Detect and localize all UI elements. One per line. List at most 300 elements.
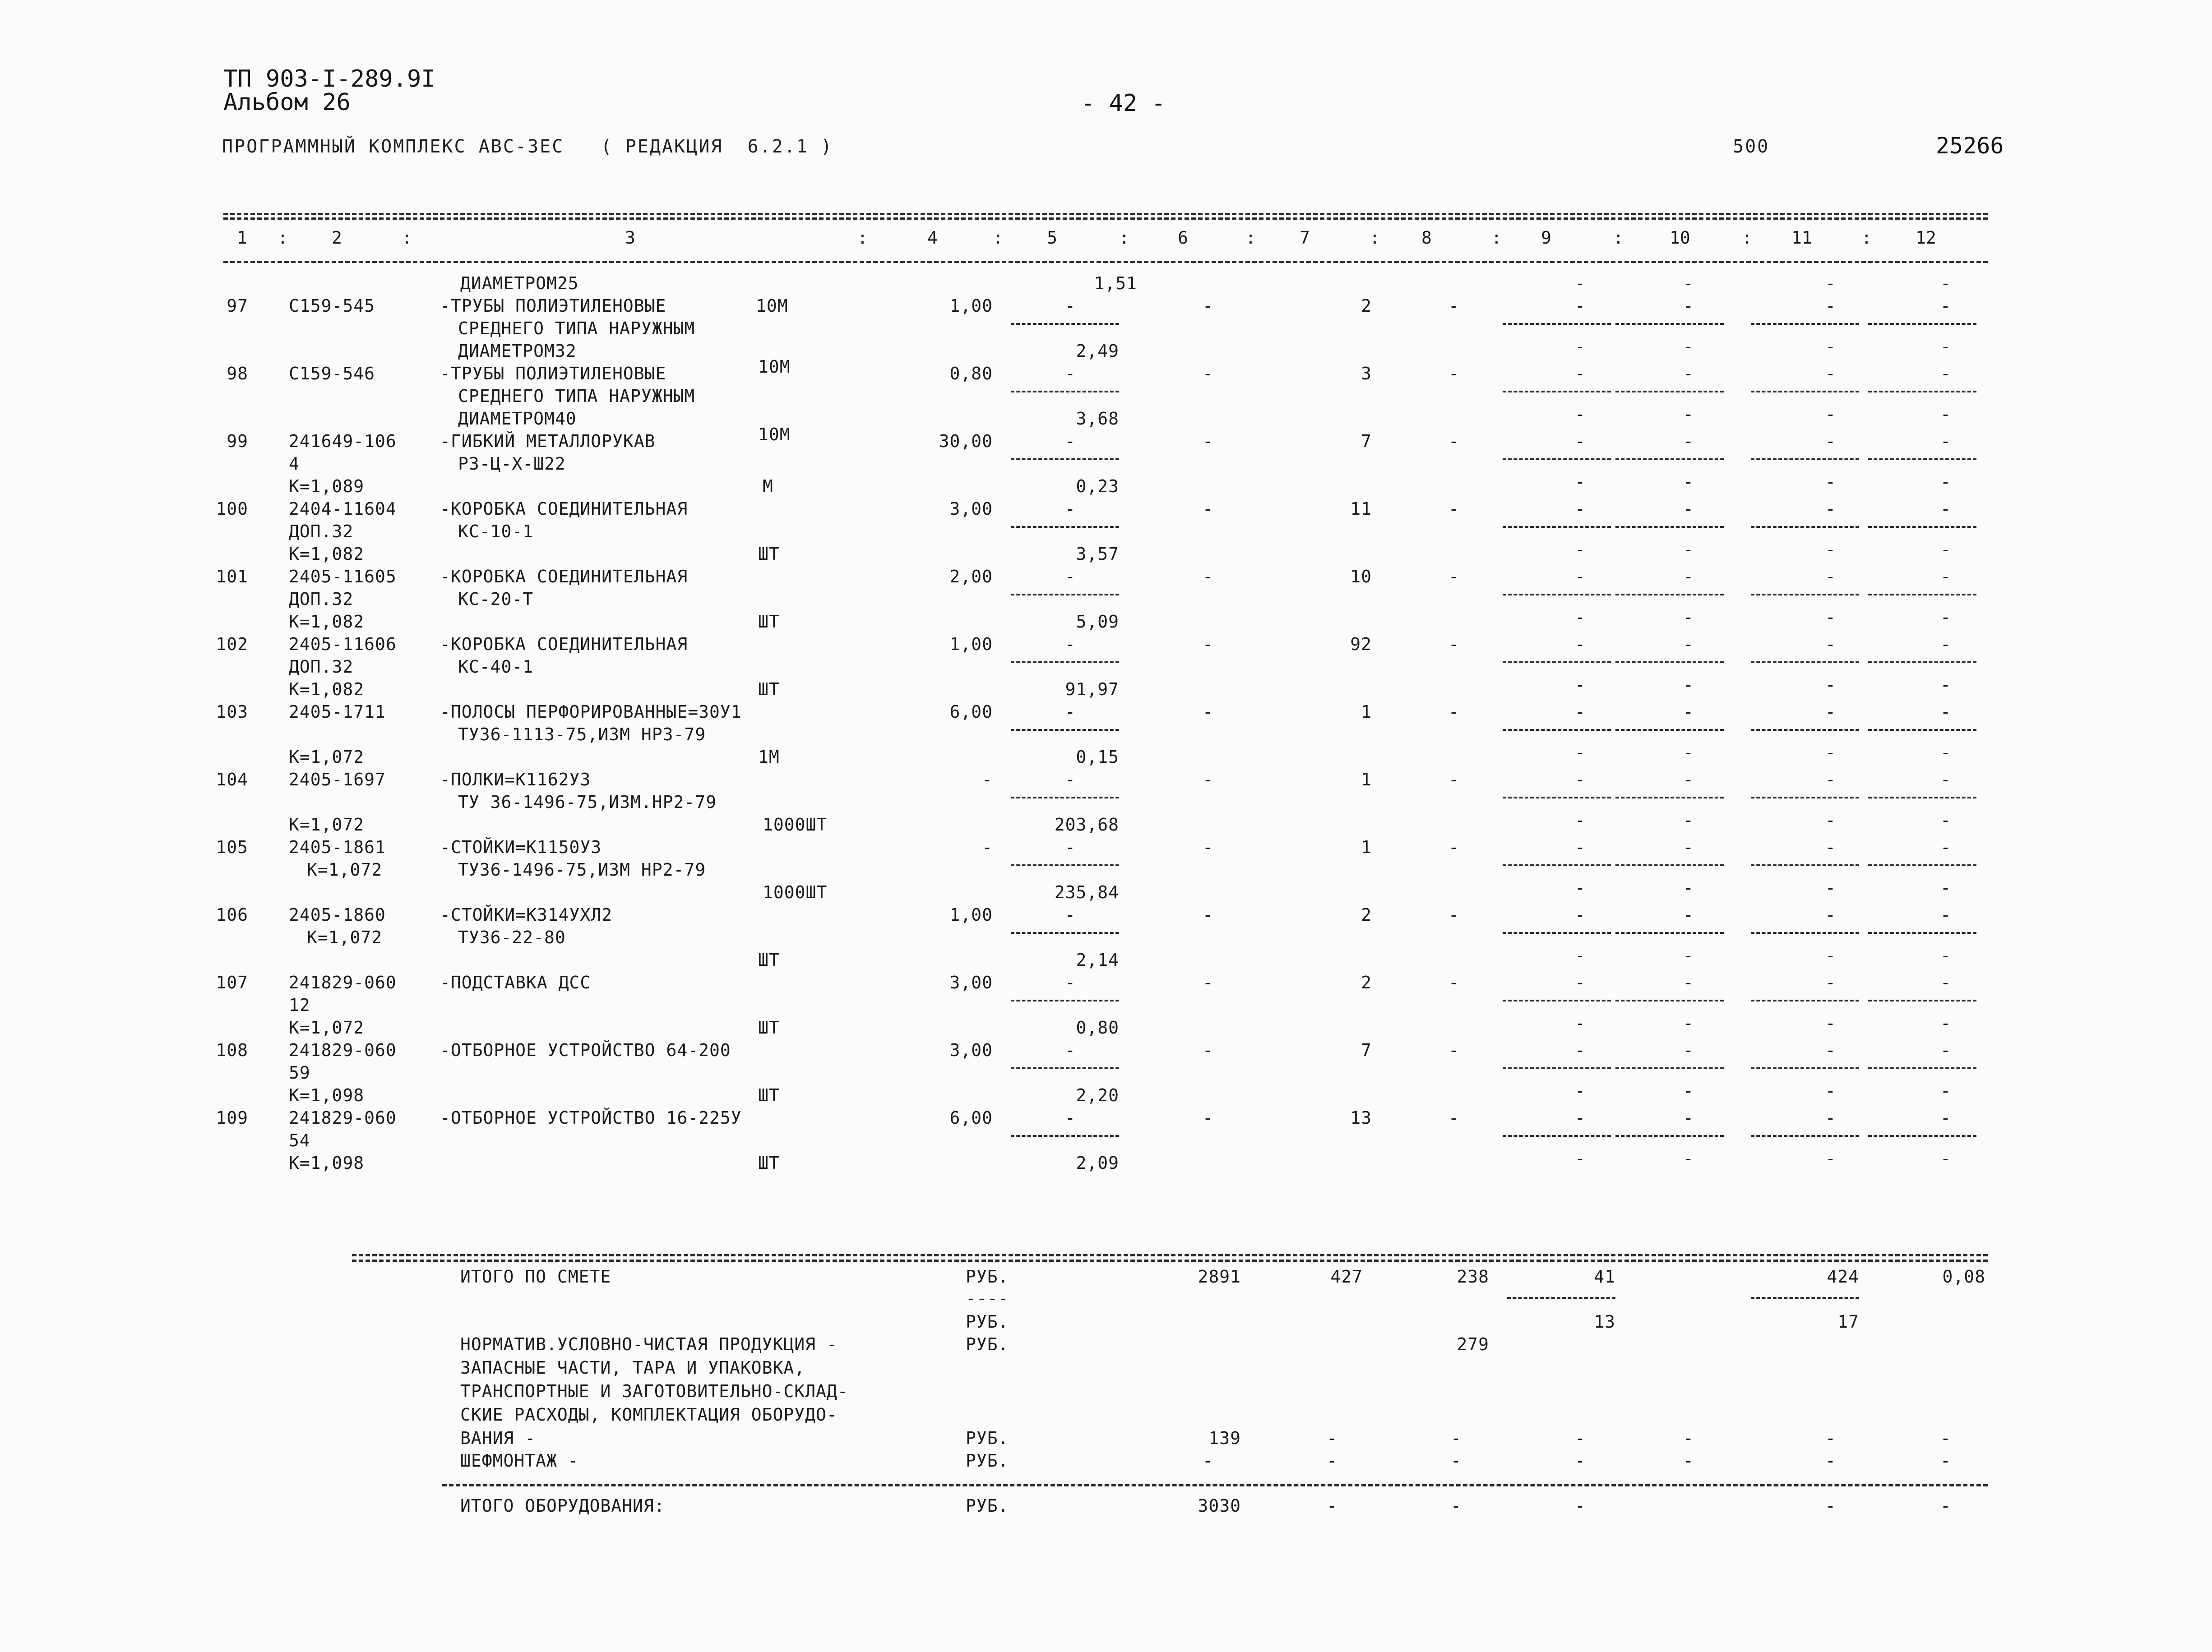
- rule-top-2: [223, 217, 1988, 220]
- row-109-price-rule: [1011, 1135, 1119, 1137]
- column-header-12: 7: [1300, 228, 1310, 248]
- row-98-name-1: -ТРУБЫ ПОЛИЭТИЛЕНОВЫЕ: [440, 364, 666, 383]
- row-107-unit: ШТ: [758, 1018, 780, 1038]
- vaniya-dash-0: -: [1327, 1428, 1337, 1448]
- row-99-qty: 30,00: [939, 431, 993, 451]
- shef-dash-3: -: [1683, 1451, 1694, 1471]
- row-105-col-rule-0: [1503, 864, 1611, 866]
- row-97-c7: 2: [1361, 296, 1372, 316]
- rule-totals-2: [352, 1260, 1988, 1262]
- row-105-dash-top-3: -: [1940, 837, 1951, 857]
- row-98-name-2: СРЕДНЕГО ТИПА НАРУЖНЫМ: [458, 386, 695, 406]
- row-101-dash-bottom-2: -: [1825, 607, 1836, 627]
- row-108-code-2: 59: [289, 1063, 310, 1083]
- row-108-dash-top-2: -: [1825, 1040, 1836, 1060]
- row-108-col-rule-1: [1615, 1067, 1724, 1069]
- row-101-name-1: -КОРОБКА СОЕДИНИТЕЛЬНАЯ: [440, 567, 688, 586]
- row-103-c6: -: [1203, 702, 1213, 722]
- row-109-dash-bottom-0: -: [1575, 1149, 1586, 1168]
- row-104-price-top: -: [1065, 770, 1076, 789]
- row-102-dash-bottom-3: -: [1940, 675, 1951, 695]
- row-105-dash-bottom-0: -: [1575, 878, 1586, 898]
- row-108-c8: -: [1448, 1040, 1459, 1060]
- column-header-20: 11: [1791, 228, 1812, 248]
- row-104-name-2: ТУ 36-1496-75,ИЗМ.НР2-79: [458, 792, 717, 812]
- vaniya-dash-1: -: [1451, 1428, 1462, 1448]
- row-cont-dash-bottom-1: -: [1683, 273, 1694, 293]
- page-number: - 42 -: [1081, 90, 1166, 117]
- row-98-c8: -: [1448, 364, 1459, 383]
- row-103-dash-top-2: -: [1825, 702, 1836, 722]
- row-107-c6: -: [1203, 973, 1213, 992]
- itogo-ob-dash-2: -: [1575, 1496, 1586, 1516]
- row-106-unit: ШТ: [758, 950, 780, 970]
- row-98-col-rule-2: [1751, 391, 1859, 392]
- row-101-c8: -: [1448, 567, 1459, 586]
- row-105-name-1: -СТОЙКИ=К1150У3: [440, 837, 602, 857]
- vaniya-dash-5: -: [1940, 1428, 1951, 1448]
- row-99-dash-bottom-3: -: [1940, 472, 1951, 492]
- row-101-dash-bottom-0: -: [1575, 607, 1586, 627]
- row-108-unit: ШТ: [758, 1085, 780, 1105]
- program-header: ПРОГРАММНЫЙ КОМПЛЕКС АВС-3ЕС ( РЕДАКЦИЯ 6.2.1 ): [222, 136, 833, 157]
- row-108-dash-bottom-1: -: [1683, 1081, 1694, 1101]
- row-109-name-1: -ОТБОРНОЕ УСТРОЙСТВО 16-225У: [440, 1108, 742, 1128]
- row-108-c7: 7: [1361, 1040, 1372, 1060]
- row-102-k-factor: К=1,082: [289, 679, 365, 699]
- row-105-dash-bottom-1: -: [1683, 878, 1694, 898]
- row-99-dash-bottom-2: -: [1825, 472, 1836, 492]
- row-99-c6: -: [1203, 431, 1213, 451]
- row-105-price-top: -: [1065, 837, 1076, 857]
- itogo-ob-label: ИТОГО ОБОРУДОВАНИЯ:: [460, 1496, 665, 1516]
- row-107-dash-bottom-2: -: [1825, 1013, 1836, 1033]
- row-106-dash-bottom-3: -: [1940, 946, 1951, 965]
- row-107-col-rule-2: [1751, 1000, 1859, 1001]
- row-106-qty: 1,00: [949, 905, 993, 925]
- row-109-price-bottom: 2,09: [1076, 1153, 1119, 1173]
- itogo-c9: 41: [1594, 1267, 1615, 1287]
- row-109-unit: ШТ: [758, 1153, 780, 1173]
- row-104-qty: -: [982, 770, 993, 789]
- row-102-name-1: -КОРОБКА СОЕДИНИТЕЛЬНАЯ: [440, 634, 688, 654]
- norm-line-6: ШЕФМОНТАЖ -: [460, 1451, 579, 1471]
- row-102-dash-top-1: -: [1683, 634, 1694, 654]
- row-106-code: 2405-1860: [289, 905, 386, 925]
- column-header-0: 1: [237, 228, 247, 248]
- row-97-price-bottom: 2,49: [1076, 341, 1119, 361]
- row-99-num: 99: [227, 431, 248, 451]
- row-99-dash-bottom-1: -: [1683, 472, 1694, 492]
- row-99-dash-top-0: -: [1575, 431, 1586, 451]
- row-109-dash-bottom-2: -: [1825, 1149, 1836, 1168]
- row-101-qty: 2,00: [949, 567, 993, 586]
- row-cont-dash-bottom-0: -: [1575, 273, 1586, 293]
- row-99-price-top: -: [1065, 431, 1076, 451]
- row-109-c7: 13: [1350, 1108, 1372, 1128]
- norm-line-5: ВАНИЯ -: [460, 1428, 536, 1448]
- row-98-dash-bottom-1: -: [1683, 404, 1694, 424]
- row-97-c6: -: [1203, 296, 1213, 316]
- rule-top-1: [223, 213, 1988, 215]
- row-100-dash-bottom-0: -: [1575, 540, 1586, 559]
- row-100-name-2: КС-10-1: [458, 521, 534, 541]
- row-107-dash-bottom-1: -: [1683, 1013, 1694, 1033]
- row-108-col-rule-2: [1751, 1067, 1859, 1069]
- column-header-18: 10: [1670, 228, 1690, 248]
- row-108-dash-bottom-0: -: [1575, 1081, 1586, 1101]
- row-107-k-factor: К=1,072: [289, 1018, 365, 1038]
- row-108-dash-top-1: -: [1683, 1040, 1694, 1060]
- row-105-c8: -: [1448, 837, 1459, 857]
- row-103-col-rule-1: [1615, 729, 1724, 731]
- itogo-label: ИТОГО ПО СМЕТЕ: [460, 1267, 611, 1287]
- shef-rub: РУБ.: [966, 1451, 1009, 1471]
- row-103-qty: 6,00: [949, 702, 993, 722]
- row-100-code-2: ДОП.32: [289, 521, 354, 541]
- row-98-dash-top-2: -: [1825, 364, 1836, 383]
- row-99-col-rule-3: [1868, 458, 1976, 460]
- album-label: Альбом 26: [223, 89, 351, 116]
- shef-dash-1: -: [1451, 1451, 1462, 1471]
- row-99-unit: М: [763, 476, 773, 496]
- row-107-name-1: -ПОДСТАВКА ДСС: [440, 973, 591, 992]
- row-100-dash-top-3: -: [1940, 499, 1951, 519]
- row-102-price-bottom: 91,97: [1065, 679, 1119, 699]
- row-103-dash-top-3: -: [1940, 702, 1951, 722]
- row-105-qty: -: [982, 837, 993, 857]
- itogo-c6: 2891: [1198, 1267, 1241, 1287]
- row-102-col-rule-0: [1503, 661, 1611, 663]
- row-97-dash-top-3: -: [1940, 296, 1951, 316]
- row-107-dash-bottom-3: -: [1940, 1013, 1951, 1033]
- itogo-c7: 427: [1330, 1267, 1363, 1287]
- row-101-num: 101: [216, 567, 248, 586]
- row-106-col-rule-1: [1615, 932, 1724, 934]
- row-102-dash-bottom-0: -: [1575, 675, 1586, 695]
- row-98-dash-bottom-2: -: [1825, 404, 1836, 424]
- row-100-c6: -: [1203, 499, 1213, 519]
- row-109-c8: -: [1448, 1108, 1459, 1128]
- row-100-dash-top-1: -: [1683, 499, 1694, 519]
- row-97-price-top: -: [1065, 296, 1076, 316]
- row-97-name-1: -ТРУБЫ ПОЛИЭТИЛЕНОВЫЕ: [440, 296, 666, 316]
- row-104-dash-top-0: -: [1575, 770, 1586, 789]
- row-99-dash-top-1: -: [1683, 431, 1694, 451]
- row-104-unit: 1000ШТ: [763, 815, 828, 835]
- row-109-col-rule-3: [1868, 1135, 1976, 1137]
- row-106-name-2: ТУ36-22-80: [458, 928, 566, 947]
- row-103-c7: 1: [1361, 702, 1372, 722]
- row-105-num: 105: [216, 837, 248, 857]
- row-97-dash-top-1: -: [1683, 296, 1694, 316]
- norm-rub: РУБ.: [966, 1334, 1009, 1354]
- row-109-c6: -: [1203, 1108, 1213, 1128]
- row-99-code-2: 4: [289, 454, 300, 474]
- row-109-price-top: -: [1065, 1108, 1076, 1128]
- row-108-col-rule-3: [1868, 1067, 1976, 1069]
- row-109-dash-bottom-1: -: [1683, 1149, 1694, 1168]
- row-109-code: 241829-060: [289, 1108, 397, 1128]
- row-105-dash-bottom-2: -: [1825, 878, 1836, 898]
- row-100-dash-bottom-2: -: [1825, 540, 1836, 559]
- row-99-name-1: -ГИБКИЙ МЕТАЛЛОРУКАВ: [440, 431, 656, 451]
- column-header-4: 3: [625, 228, 635, 248]
- row-97-col-rule-0: [1503, 323, 1611, 325]
- row-102-dash-bottom-1: -: [1683, 675, 1694, 695]
- row-102-col-rule-1: [1615, 661, 1724, 663]
- row-103-col-rule-0: [1503, 729, 1611, 731]
- row-104-num: 104: [216, 770, 248, 789]
- row-107-price-rule: [1011, 1000, 1119, 1001]
- row-103-col-rule-3: [1868, 729, 1976, 731]
- row-106-col-rule-2: [1751, 932, 1859, 934]
- column-header-21: :: [1861, 228, 1872, 248]
- row-99-k-factor: К=1,089: [289, 476, 365, 496]
- column-header-14: 8: [1421, 228, 1432, 248]
- row-105-dash-top-0: -: [1575, 837, 1586, 857]
- vaniya-dash-2: -: [1575, 1428, 1586, 1448]
- row-106-dash-bottom-2: -: [1825, 946, 1836, 965]
- column-header-9: :: [1119, 228, 1129, 248]
- row-103-col-rule-2: [1751, 729, 1859, 731]
- row-101-dash-top-0: -: [1575, 567, 1586, 586]
- rule-itogo-ob: [442, 1484, 1988, 1486]
- row-107-col-rule-1: [1615, 1000, 1724, 1001]
- row-99-c7: 7: [1361, 431, 1372, 451]
- row-99-dash-bottom-0: -: [1575, 472, 1586, 492]
- row-101-code-2: ДОП.32: [289, 589, 354, 609]
- row-103-name-2: ТУ36-1113-75,ИЗМ НР3-79: [458, 724, 706, 744]
- row-cont-name-1: ДИАМЕТРОМ25: [460, 273, 579, 293]
- row-97-dash-bottom-3: -: [1940, 337, 1951, 356]
- column-header-2: 2: [332, 228, 342, 248]
- row-104-dash-bottom-2: -: [1825, 810, 1836, 830]
- row-98-price-top: -: [1065, 364, 1076, 383]
- row-102-price-top: -: [1065, 634, 1076, 654]
- row-107-c7: 2: [1361, 973, 1372, 992]
- row-109-dash-top-0: -: [1575, 1108, 1586, 1128]
- shef-dash-5: -: [1940, 1451, 1951, 1471]
- row-102-price-rule: [1011, 661, 1119, 663]
- column-header-8: 5: [1047, 228, 1057, 248]
- itogo-c9-rule: [1507, 1297, 1615, 1299]
- row-106-num: 106: [216, 905, 248, 925]
- row-100-dash-bottom-3: -: [1940, 540, 1951, 559]
- row-106-col-rule-0: [1503, 932, 1611, 934]
- row-106-dash-top-1: -: [1683, 905, 1694, 925]
- row-107-c8: -: [1448, 973, 1459, 992]
- row-99-name-2: Р3-Ц-Х-Ш22: [458, 454, 566, 474]
- row-97-dash-bottom-1: -: [1683, 337, 1694, 356]
- row-105-price-bottom: 235,84: [1054, 882, 1119, 902]
- row-105-col-rule-3: [1868, 864, 1976, 866]
- row-99-price-bottom: 0,23: [1076, 476, 1119, 496]
- row-100-col-rule-1: [1615, 526, 1724, 528]
- row-104-price-bottom: 203,68: [1054, 815, 1119, 835]
- column-header-22: 12: [1916, 228, 1936, 248]
- row-98-c7: 3: [1361, 364, 1372, 383]
- row-108-price-bottom: 2,20: [1076, 1085, 1119, 1105]
- row-102-c7: 92: [1350, 634, 1372, 654]
- itogo-ob-dash-4: -: [1940, 1496, 1951, 1516]
- row-108-dash-bottom-3: -: [1940, 1081, 1951, 1101]
- row-101-dash-top-1: -: [1683, 567, 1694, 586]
- row-cont-price: 1,51: [1094, 273, 1137, 293]
- row-98-dash-top-0: -: [1575, 364, 1586, 383]
- row-107-price-top: -: [1065, 973, 1076, 992]
- row-108-price-rule: [1011, 1067, 1119, 1069]
- row-104-k-factor: К=1,072: [289, 815, 365, 835]
- norm-c8: 279: [1457, 1334, 1489, 1354]
- column-header-7: :: [993, 228, 1003, 248]
- row-105-c6: -: [1203, 837, 1213, 857]
- row-98-unit: 10М: [758, 425, 791, 444]
- row-107-num: 107: [216, 973, 248, 992]
- itogo-c11: 424: [1827, 1267, 1859, 1287]
- row-104-dash-bottom-3: -: [1940, 810, 1951, 830]
- row-98-code: С159-546: [289, 364, 375, 383]
- row-107-qty: 3,00: [949, 973, 993, 992]
- row-103-c8: -: [1448, 702, 1459, 722]
- row-101-price-rule: [1011, 594, 1119, 595]
- row-106-c8: -: [1448, 905, 1459, 925]
- column-header-11: :: [1245, 228, 1256, 248]
- row-97-price-rule: [1011, 323, 1119, 325]
- row-97-name-2: СРЕДНЕГО ТИПА НАРУЖНЫМ: [458, 318, 695, 338]
- row-100-price-top: -: [1065, 499, 1076, 519]
- row-97-col-rule-3: [1868, 323, 1976, 325]
- vaniya-dash-3: -: [1683, 1428, 1694, 1448]
- row-97-unit: 10М: [758, 357, 791, 377]
- row-107-dash-bottom-0: -: [1575, 1013, 1586, 1033]
- row-99-c8: -: [1448, 431, 1459, 451]
- row-98-c6: -: [1203, 364, 1213, 383]
- row-106-dash-bottom-1: -: [1683, 946, 1694, 965]
- column-header-15: :: [1491, 228, 1502, 248]
- row-99-dash-top-2: -: [1825, 431, 1836, 451]
- itogo-c12: 0,08: [1942, 1267, 1985, 1287]
- row-102-dash-bottom-2: -: [1825, 675, 1836, 695]
- shef-dash-4: -: [1825, 1451, 1836, 1471]
- row-104-col-rule-3: [1868, 797, 1976, 798]
- doc-code: ТП 903-I-289.9I: [223, 65, 435, 92]
- row-106-price-top: -: [1065, 905, 1076, 925]
- row-108-c6: -: [1203, 1040, 1213, 1060]
- row-102-c8: -: [1448, 634, 1459, 654]
- row-107-code-2: 12: [289, 995, 310, 1015]
- row-109-qty: 6,00: [949, 1108, 993, 1128]
- row-97-dash-bottom-0: -: [1575, 337, 1586, 356]
- row-97-dash-top-2: -: [1825, 296, 1836, 316]
- header-code-mid: 500: [1733, 136, 1770, 157]
- row-100-price-rule: [1011, 526, 1119, 528]
- row-98-dash-bottom-3: -: [1940, 404, 1951, 424]
- row-109-dash-top-3: -: [1940, 1108, 1951, 1128]
- row-102-col-rule-2: [1751, 661, 1859, 663]
- row-103-dash-bottom-1: -: [1683, 743, 1694, 762]
- row-101-col-rule-0: [1503, 594, 1611, 595]
- row-101-col-rule-2: [1751, 594, 1859, 595]
- header-code-right: 25266: [1936, 133, 2004, 159]
- row-107-dash-top-2: -: [1825, 973, 1836, 992]
- column-header-19: :: [1742, 228, 1752, 248]
- row-105-dash-top-1: -: [1683, 837, 1694, 857]
- row-102-qty: 1,00: [949, 634, 993, 654]
- row-100-dash-top-0: -: [1575, 499, 1586, 519]
- vaniya-c6: 139: [1208, 1428, 1241, 1448]
- row-97-name-3: ДИАМЕТРОМ32: [458, 341, 577, 361]
- row-99-dash-top-3: -: [1940, 431, 1951, 451]
- column-header-5: :: [857, 228, 868, 248]
- row-109-num: 109: [216, 1108, 248, 1128]
- row-104-dash-bottom-0: -: [1575, 810, 1586, 830]
- row-107-dash-top-1: -: [1683, 973, 1694, 992]
- row-106-name-1: -СТОЙКИ=К314УХЛ2: [440, 905, 613, 925]
- column-header-17: :: [1613, 228, 1624, 248]
- row-101-name-2: КС-20-Т: [458, 589, 534, 609]
- row-108-k-factor: К=1,098: [289, 1085, 365, 1105]
- row-98-col-rule-1: [1615, 391, 1724, 392]
- row-108-price-top: -: [1065, 1040, 1076, 1060]
- row-98-col-rule-3: [1868, 391, 1976, 392]
- shef-dash-c6: -: [1203, 1451, 1213, 1471]
- row-97-qty: 1,00: [949, 296, 993, 316]
- row-100-dash-bottom-1: -: [1683, 540, 1694, 559]
- row-cont-dash-bottom-2: -: [1825, 273, 1836, 293]
- row-103-dash-top-0: -: [1575, 702, 1586, 722]
- row-98-price-bottom: 3,68: [1076, 409, 1119, 429]
- row-102-c6: -: [1203, 634, 1213, 654]
- row-105-name-2: ТУ36-1496-75,ИЗМ НР2-79: [458, 860, 706, 880]
- row-103-dash-bottom-3: -: [1940, 743, 1951, 762]
- vaniya-rub: РУБ.: [966, 1428, 1009, 1448]
- row-105-code-2: К=1,072: [307, 860, 383, 880]
- row-100-k-factor: К=1,082: [289, 544, 365, 564]
- row-109-dash-top-1: -: [1683, 1108, 1694, 1128]
- row-99-code: 241649-106: [289, 431, 397, 451]
- row-106-col-rule-3: [1868, 932, 1976, 934]
- row-101-price-top: -: [1065, 567, 1076, 586]
- row-107-col-rule-0: [1503, 1000, 1611, 1001]
- row-102-code: 2405-11606: [289, 634, 397, 654]
- row-100-name-1: -КОРОБКА СОЕДИНИТЕЛЬНАЯ: [440, 499, 688, 519]
- itogo-ob-dash-3: -: [1825, 1496, 1836, 1516]
- sub-c11: 17: [1837, 1312, 1859, 1332]
- row-105-c7: 1: [1361, 837, 1372, 857]
- row-108-num: 108: [216, 1040, 248, 1060]
- row-98-dash-top-1: -: [1683, 364, 1694, 383]
- row-100-qty: 3,00: [949, 499, 993, 519]
- row-99-col-rule-1: [1615, 458, 1724, 460]
- row-101-price-bottom: 5,09: [1076, 612, 1119, 632]
- row-102-unit: ШТ: [758, 679, 780, 699]
- row-107-code: 241829-060: [289, 973, 397, 992]
- row-99-price-rule: [1011, 458, 1119, 460]
- row-105-dash-top-2: -: [1825, 837, 1836, 857]
- row-108-dash-bottom-2: -: [1825, 1081, 1836, 1101]
- row-103-name-1: -ПОЛОСЫ ПЕРФОРИРОВАННЫЕ=30У1: [440, 702, 742, 722]
- row-109-dash-bottom-3: -: [1940, 1149, 1951, 1168]
- column-header-3: :: [402, 228, 412, 248]
- rule-totals: [352, 1254, 1988, 1256]
- row-108-dash-top-3: -: [1940, 1040, 1951, 1060]
- row-105-col-rule-2: [1751, 864, 1859, 866]
- row-109-dash-top-2: -: [1825, 1108, 1836, 1128]
- row-100-code: 2404-11604: [289, 499, 397, 519]
- row-104-c8: -: [1448, 770, 1459, 789]
- row-107-dash-top-0: -: [1575, 973, 1586, 992]
